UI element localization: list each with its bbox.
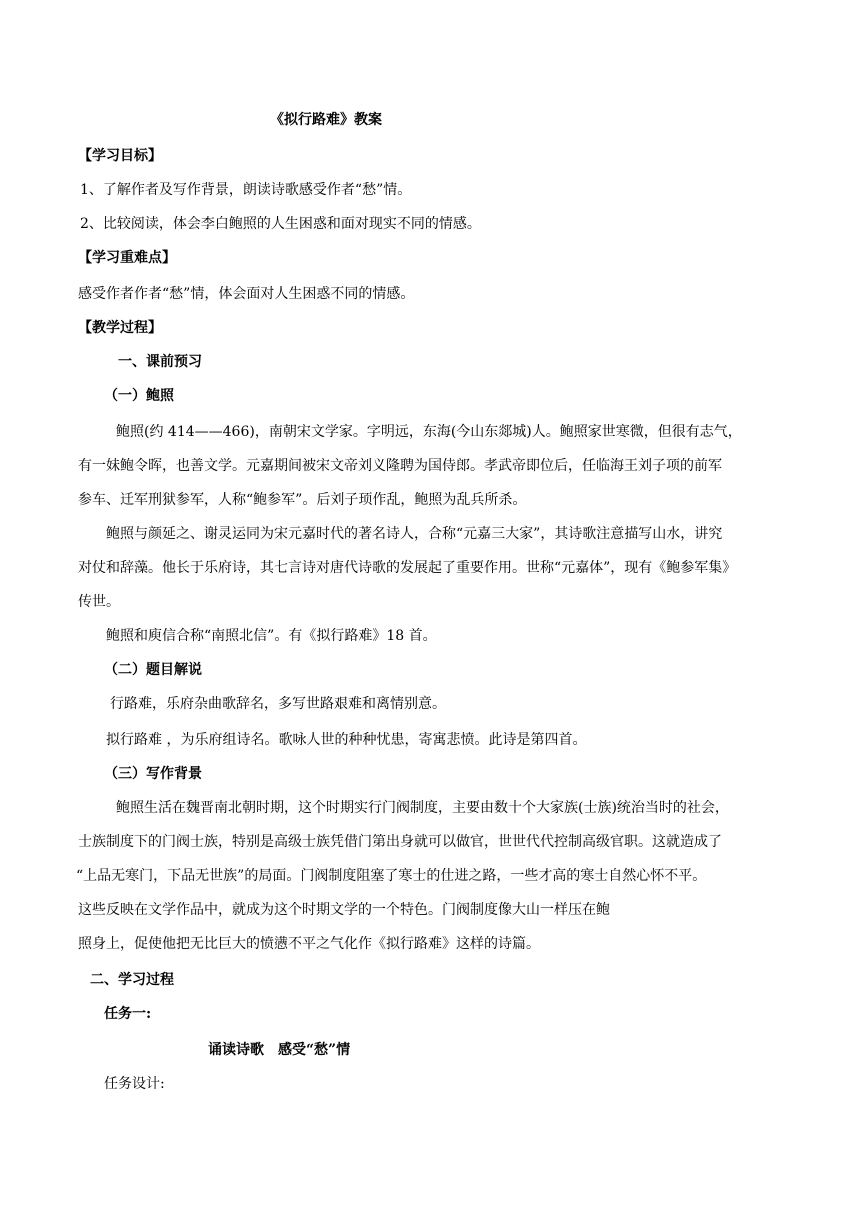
section-1-heading: 一、课前预习 — [118, 354, 202, 370]
subsection-2-heading: （二）题目解说 — [104, 662, 202, 678]
para-1-line-1: 鲍照(约 414——466)，南朝宋文学家。字明远，东海(今山东郯城)人。鲍照家世寒微，但很有志气， — [116, 424, 742, 440]
task-design-label: 任务设计: — [104, 1076, 165, 1092]
para-1-line-2: 有一妹鲍令晖，也善文学。元嘉期间被宋文帝刘义隆聘为国侍郎。孝武帝即位后，任临海王刘子项的前军 — [78, 458, 722, 474]
goal-heading: 【学习目标】 — [78, 148, 162, 164]
para-2-line-2: 对仗和辞藻。他长于乐府诗，其七言诗对唐代诗歌的发展起了重要作用。世称“元嘉体”，现有《鲍参军集》 — [78, 560, 737, 576]
para-5: 拟行路难 ，为乐府组诗名。歌咏人世的种种忧患，寄寓悲愤。此诗是第四首。 — [106, 732, 587, 748]
para-2-line-3: 传世。 — [78, 594, 120, 610]
doc-title: 《拟行路难》教案 — [270, 112, 382, 128]
para-3: 鲍照和庾信合称“南照北信”。有《拟行路难》18 首。 — [106, 628, 437, 644]
process-heading: 【教学过程】 — [78, 320, 162, 336]
para-1-line-3: 参车、迁军刑狱参军，人称“鲍参军”。后刘子顼作乱，鲍照为乱兵所杀。 — [78, 492, 527, 508]
para-6-line-1: 鲍照生活在魏晋南北朝时期，这个时期实行门阀制度，主要由数十个大家族(士族)统治当时的社会， — [116, 800, 729, 816]
para-4: 行路难，乐府杂曲歌辞名，多写世路艰难和离情别意。 — [110, 696, 446, 712]
goal-item-1: 1、了解作者及写作背景，朗读诗歌感受作者“愁”情。 — [80, 182, 412, 198]
para-6-line-4: 这些反映在文学作品中，就成为这个时期文学的一个特色。门阀制度像大山一样压在鲍 — [78, 902, 610, 918]
para-2-line-1: 鲍照与颜延之、谢灵运同为宋元嘉时代的著名诗人，合称“元嘉三大家”，其诗歌注意描写山水，讲究 — [106, 526, 723, 542]
para-6-line-2: 士族制度下的门阀士族，特别是高级士族凭借门第出身就可以做官，世世代代控制高级官职。这就造成了 — [78, 834, 722, 850]
key-text: 感受作者作者“愁”情，体会面对人生困惑不同的情感。 — [78, 286, 415, 302]
goal-item-2: 2、比较阅读，体会李白鲍照的人生困惑和面对现实不同的情感。 — [80, 216, 481, 232]
task-1-title: 诵读诗歌 感受“愁”情 — [208, 1042, 351, 1058]
subsection-1-heading: （一）鲍照 — [104, 388, 174, 404]
task-1-label: 任务一: — [104, 1006, 152, 1022]
subsection-3-heading: （三）写作背景 — [104, 766, 202, 782]
para-6-line-5: 照身上，促使他把无比巨大的愤懑不平之气化作《拟行路难》这样的诗篇。 — [78, 936, 540, 952]
section-2-heading: 二、学习过程 — [90, 972, 174, 988]
para-6-line-3: “上品无寒门，下品无世族”的局面。门阀制度阻塞了寒士的仕进之路，一些才高的寒士自然心怀不平。 — [76, 868, 707, 884]
key-heading: 【学习重难点】 — [78, 250, 176, 266]
